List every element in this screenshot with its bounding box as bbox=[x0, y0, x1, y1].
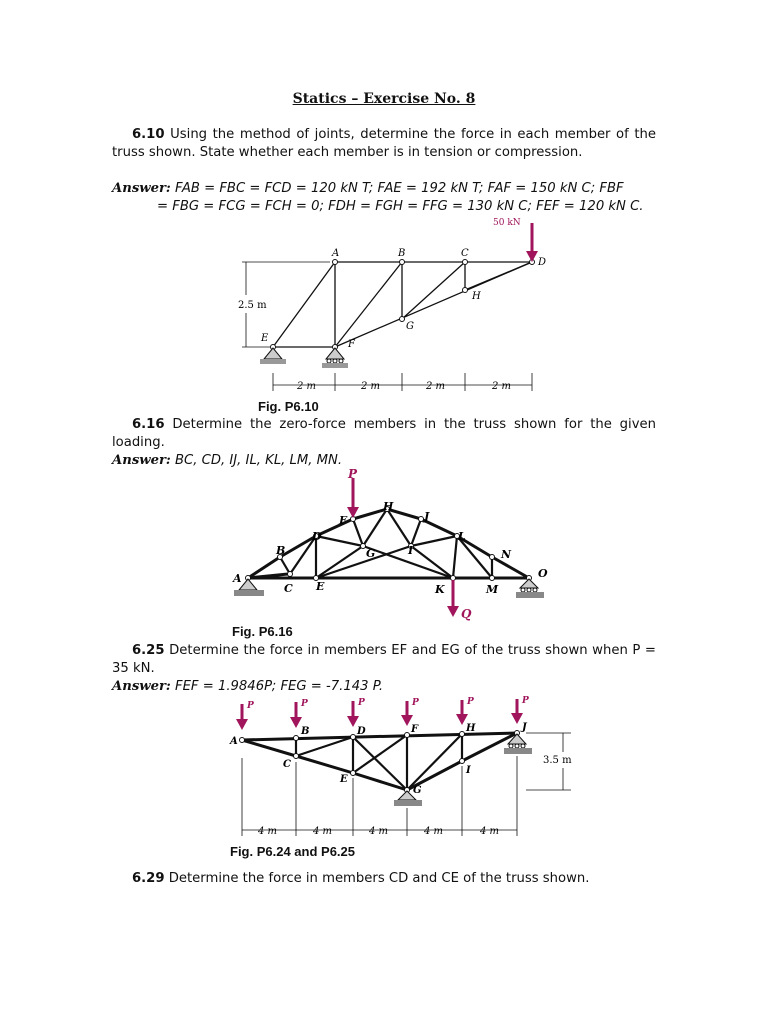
problem-6-25-answer bbox=[112, 678, 672, 696]
joint-label-j: J bbox=[522, 722, 527, 733]
problem-text: Using the method of joints, determine the force in each member of the truss shown. State whether each member is in tension or compression. bbox=[112, 127, 656, 160]
answer-label: Answer: bbox=[112, 181, 171, 196]
answer-line-1: FAB = FBC = FCD = 120 kN T; FAE = 192 kN T; FAF = 150 kN C; FBF bbox=[170, 181, 624, 196]
joint-label-h: H bbox=[383, 500, 394, 513]
load-label-p: P bbox=[522, 696, 529, 706]
figure-p6-24-p6-25 bbox=[226, 696, 586, 846]
joint-label-i: I bbox=[466, 765, 471, 776]
joint-label-d: D bbox=[312, 530, 322, 543]
load-arrows-p bbox=[236, 699, 523, 730]
answer-label: Answer: bbox=[112, 679, 171, 694]
joint-label-g: G bbox=[413, 785, 422, 796]
problem-6-10-statement bbox=[112, 126, 656, 162]
joint-label-a: A bbox=[230, 736, 238, 747]
joint-label-l: L bbox=[458, 530, 466, 543]
load-label-p: P bbox=[301, 699, 308, 709]
span-label: 4 m bbox=[480, 826, 500, 837]
problem-6-10-answer bbox=[112, 180, 672, 198]
joint-label-c: C bbox=[283, 759, 291, 770]
span-label: 4 m bbox=[369, 826, 389, 837]
problem-text: Determine the force in members CD and CE of the truss shown. bbox=[164, 871, 590, 886]
problem-text: Determine the force in members EF and EG of the truss shown when P = 35 kN. bbox=[112, 643, 656, 676]
joint-label-a: A bbox=[233, 572, 242, 585]
load-label-p: P bbox=[467, 697, 474, 707]
load-label: 50 kN bbox=[493, 218, 521, 228]
answer-line-1: BC, CD, IJ, IL, KL, LM, MN. bbox=[170, 453, 343, 468]
load-arrow-50kn bbox=[526, 223, 538, 262]
figure-caption: Fig. P6.24 and P6.25 bbox=[230, 844, 355, 859]
joint-label-c: C bbox=[284, 582, 293, 595]
span-label: 2 m bbox=[492, 381, 512, 392]
page-title: Statics – Exercise No. 8 bbox=[292, 91, 476, 107]
problem-number: 6.29 bbox=[132, 871, 165, 886]
joint-label-e: E bbox=[261, 333, 269, 344]
load-label-p: P bbox=[247, 701, 254, 711]
figure-p6-16 bbox=[228, 466, 558, 626]
joint-label-e: E bbox=[340, 774, 348, 785]
joint-label-f: F bbox=[348, 339, 355, 350]
load-label-p: P bbox=[348, 467, 358, 481]
load-label-q: Q bbox=[461, 607, 472, 621]
joint-label-b: B bbox=[301, 726, 310, 737]
joint-label-g: G bbox=[366, 547, 376, 560]
joint-label-j: J bbox=[424, 510, 430, 523]
span-label: 2 m bbox=[297, 381, 317, 392]
joint-label-n: N bbox=[501, 548, 512, 561]
problem-number: 6.25 bbox=[132, 643, 165, 658]
span-label: 4 m bbox=[258, 826, 278, 837]
joint-label-h: H bbox=[472, 291, 481, 302]
answer-line-1: FEF = 1.9846P; FEG = -7.143 P. bbox=[170, 679, 384, 694]
joint-label-g: G bbox=[406, 321, 414, 332]
span-label: 2 m bbox=[361, 381, 381, 392]
joint-label-k: K bbox=[435, 583, 445, 596]
support-o bbox=[516, 579, 544, 598]
problem-6-25-statement bbox=[112, 642, 656, 678]
load-arrow-p bbox=[347, 478, 359, 518]
joint-label-m: M bbox=[486, 583, 499, 596]
joint-label-a: A bbox=[332, 248, 340, 259]
load-label-p: P bbox=[412, 698, 419, 708]
problem-6-10-answer-line-2: = FBG = FCG = FCH = 0; FDH = FGH = FFG = 130 kN C; FEF = 120 kN C. bbox=[157, 199, 644, 214]
joint-label-c: C bbox=[461, 248, 469, 259]
joint-label-d: D bbox=[538, 257, 547, 268]
figure-p6-10 bbox=[230, 215, 560, 400]
figure-caption: Fig. P6.10 bbox=[258, 399, 319, 414]
problem-number: 6.10 bbox=[132, 127, 165, 142]
problem-6-29-statement bbox=[112, 870, 656, 888]
answer-label: Answer: bbox=[112, 453, 171, 468]
span-label: 4 m bbox=[424, 826, 444, 837]
load-label-p: P bbox=[358, 698, 365, 708]
problem-6-16-statement bbox=[112, 416, 656, 452]
joint-label-e: E bbox=[316, 580, 325, 593]
joint-label-f: F bbox=[411, 724, 419, 735]
joint-label-i: I bbox=[408, 544, 414, 557]
joint-label-b: B bbox=[398, 248, 406, 259]
joint-label-o: O bbox=[538, 567, 548, 580]
problem-text: Determine the zero-force members in the truss shown for the given loading. bbox=[112, 417, 656, 450]
load-arrow-q bbox=[447, 580, 459, 617]
height-label: 2.5 m bbox=[238, 300, 267, 311]
joint-label-f: F bbox=[339, 514, 347, 527]
support-e bbox=[260, 348, 286, 364]
problem-number: 6.16 bbox=[132, 417, 165, 432]
joint-label-d: D bbox=[357, 726, 366, 737]
support-f bbox=[322, 348, 348, 368]
joint-label-b: B bbox=[276, 544, 286, 557]
height-label: 3.5 m bbox=[543, 755, 572, 766]
joint-label-h: H bbox=[466, 723, 476, 734]
span-label: 4 m bbox=[313, 826, 333, 837]
span-label: 2 m bbox=[426, 381, 446, 392]
figure-caption: Fig. P6.16 bbox=[232, 624, 293, 639]
